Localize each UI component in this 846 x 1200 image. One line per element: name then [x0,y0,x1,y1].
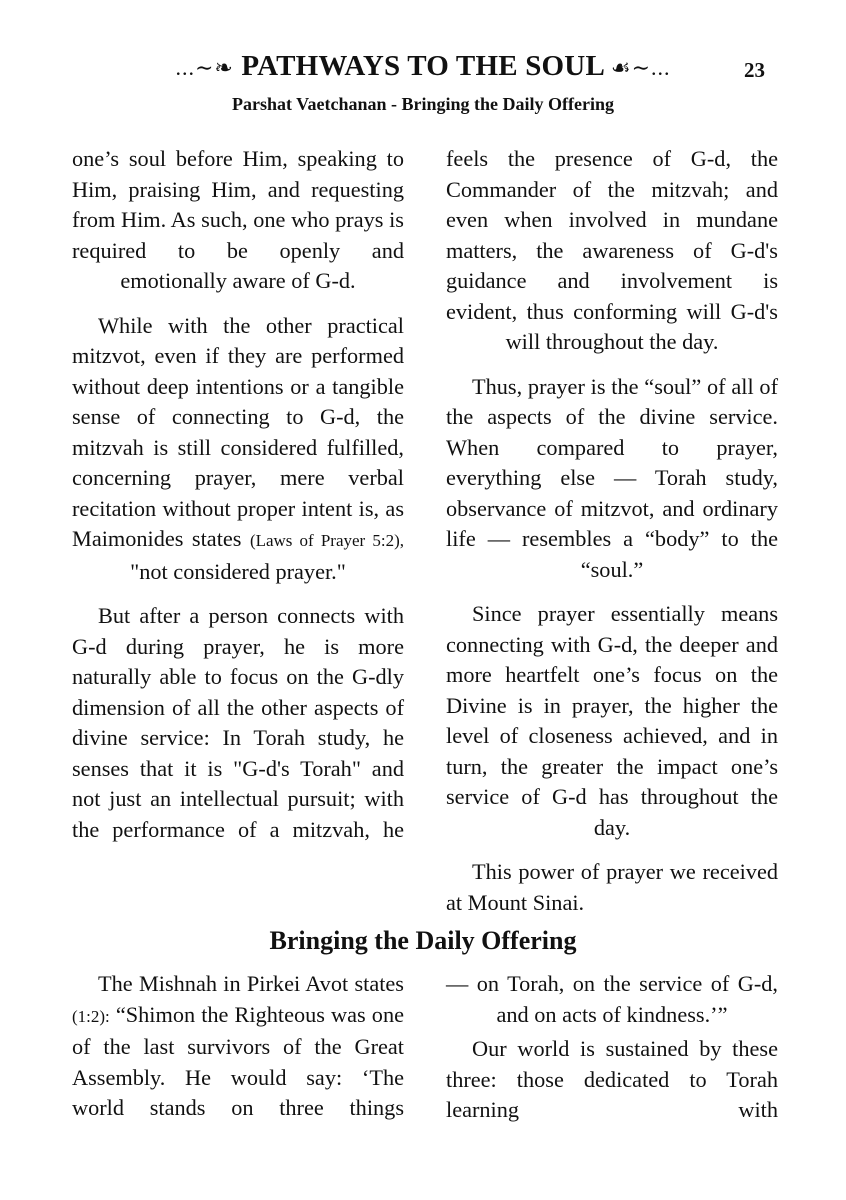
flourish-left-ornament: ...∼❧ [175,55,234,80]
citation: (1:2): [72,1006,110,1026]
paragraph [72,969,404,1124]
page-header [0,50,846,92]
paragraph: But after a person connects with G-d during prayer, he is more naturally able to focus on the G-dly dimension of all the other aspects of divine service: In Torah study, he senses that it is "G-d's Torah" and not just an intellectual pursuit; with the performance of a mitzvah, he [72,603,404,842]
page-number: 23 [744,58,765,82]
paragraph: Thus, prayer is the “soul” of all of the aspects of the divine service. When compared to prayer, everything else — Torah study, observance of mitzvot, and ordinary life — resembles a “body” to the “soul.” [446,373,778,582]
paragraph [72,311,404,588]
flourish-right-ornament: ☙∼... [610,55,671,80]
column-left-top [72,144,404,859]
column-left-bottom [72,969,404,1138]
paragraph: — on Torah, on the service of G-d, and on acts of kindness.’” [446,971,778,1027]
paragraph: This power of prayer we received at Mount Sinai. [446,859,778,915]
section-heading: Bringing the Daily Offering [269,926,577,955]
paragraph: one’s soul before Him, speaking to Him, praising Him, and requesting from Him. As such, one who prays is required to be openly and emotionally aware of G-d. [72,146,404,293]
paragraph: Since prayer essentially means connecting with G-d, the deeper and more heartfelt one’s focus on the Divine is in prayer, the higher the level of closeness achieved, and in turn, the greater the impact one’s service of G-d has throughout the day. [446,601,778,840]
paragraph-text: While with the other practical mitzvot, even if they are performed without deep intentions or a tangible sense of connecting to G-d, the mitzvah is still considered fulfilled, concerning prayer, mere verbal recitation without proper intent is, as Maimonides states [72,312,404,551]
paragraph: feels the presence of G-d, the Commander of the mitzvah; and even when involved in mundane matters, the awareness of G-d's guidance and involvement is evident, thus conforming will G-d's will throughout the day. [446,146,778,354]
paragraph-text: The Mishnah in Pirkei Avot states [98,971,404,996]
paragraph-text: "not considered prayer." [130,558,346,584]
running-title [0,50,846,83]
column-right-top [446,144,778,932]
column-right-bottom [446,969,778,1140]
book-title: PATHWAYS TO THE SOUL [241,50,604,82]
paragraph: Our world is sustained by these three: those dedicated to Torah learning with [446,1036,778,1122]
paragraph-text: “Shimon the Righteous was one of the last survivors of the Great Assembly. He would say: ‘The world stands on three things [72,1001,404,1120]
chapter-subtitle: Parshat Vaetchanan - Bringing the Daily Offering [231,94,614,114]
citation: (Laws of Prayer 5:2), [249,531,404,550]
